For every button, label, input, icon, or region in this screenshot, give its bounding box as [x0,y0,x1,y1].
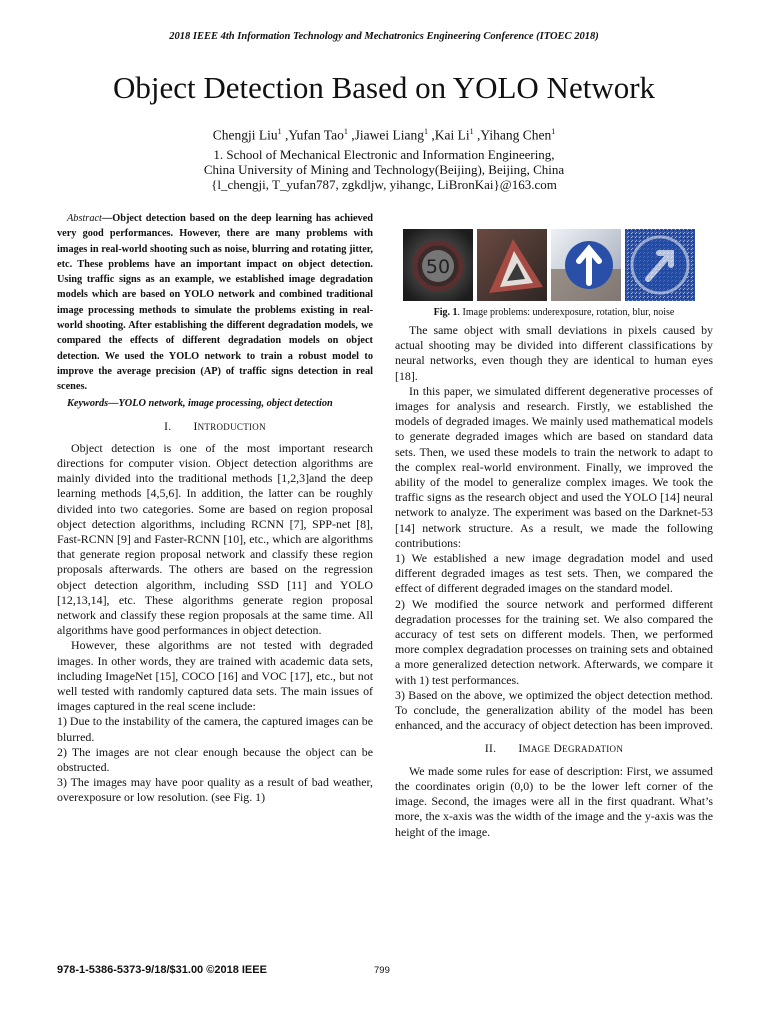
abstract-text: Object detection based on the deep learning has achieved very good performances. However, there are many problems with images in real-world shooting such as noise, blurring and rotating jitter, etc. These problems have an important impact on object detection. Using traffic signs as an example, we established image degradation models which are based on YOLO network and combined traditional image processing methods to simulate the problems existing in real-world shooting. After establishing the different degradation models, we compared the effects of different degradation models on object detection. We used the YOLO network to train a robust model to improve the average precision (AP) of traffic signs detection in real scenes. [57,213,373,393]
paragraph: The same object with small deviations in pixels caused by actual shooting may be divided into different classifications by neural networks, even though they are identical to human eyes [18]. [395,323,713,383]
keywords: Keywords—YOLO network, image processing, object detection [67,397,333,409]
figure-caption-text: . Image problems: underexposure, rotation, blur, noise [457,307,675,318]
paragraph: In this paper, we simulated different degenerative processes of images for analysis and research. Firstly, we established the models of degraded images. We mainly used mathematical models to generate degraded images which are based on standard data sets. Then, we used these models to train the network to adapt to the complex real-world environment. Finally, we improved the ability of the model to generalize complex images. We took the traffic signs as the research object and used the YOLO [14] neural network to analyze. The experiment was based on the Darknet-53 [14] network structure. As a result, we made the following contributions: [395,383,713,550]
noisy-arrow-sign-panel [625,229,695,301]
conference-header: 2018 IEEE 4th Information Technology and Mechatronics Engineering Conference (ITOEC 2018) [169,31,599,42]
list-item: 3) The images may have poor quality as a result of bad weather, overexposure or low resolution. (see Fig. 1) [57,775,373,805]
figure-1-panels [403,229,695,301]
author-name: Chengji Liu [212,127,278,143]
right-column [395,323,713,840]
section-heading-introduction [57,419,373,435]
author-name: Kai Li [434,127,470,143]
list-item: 1) Due to the instability of the camera, the captured images can be blurred. [57,714,373,744]
author-affiliation-mark: 1 [277,127,282,136]
figure-caption [395,307,713,318]
page-number: 799 [374,965,390,976]
section-number: II. [484,742,497,756]
section-number: I. [164,419,172,433]
speed-limit-sign-panel [403,229,473,301]
paragraph: However, these algorithms are not tested with degraded images. In other words, they are trained with academic data sets, including ImageNet [15], COCO [16] and VOC [17], etc., but not well tested with randomly captured data sets. The main issues of images captured in the real scene include: [57,638,373,714]
list-item: 3) Based on the above, we optimized the object detection method. To conclude, the generalization ability of the model has been enhanced, and the accuracy of object detection has been improved. [395,687,713,733]
sign-number: 50 [425,256,451,278]
author-affiliation-mark: 1 [343,127,348,136]
abstract-lead: Abstract [67,213,102,224]
section-title: IMAGE DEGRADATION [518,742,624,756]
paragraph: We made some rules for ease of description: First, we assumed the coordinates origin (0,0) to be the lower left corner of the image. Second, the images were all in the first quadrant. What’s more, the x-axis was the width of the image and the y-axis was the height of the image. [395,763,713,839]
blue-arrow-sign-panel [551,229,621,301]
abstract [57,211,373,395]
affiliation-line: 1. School of Mechanical Electronic and Information Engineering, [213,147,555,162]
abstract-dash: — [101,213,113,224]
author-affiliation-mark: 1 [469,127,474,136]
paragraph: Object detection is one of the most important research directions for computer vision. Object detection algorithms are mainly divided into the traditional methods [1,2,3]and the deep learning methods [4,5,6]. In addition, the latter can be roughly divided into two categories. Some are based on region proposal object detection algorithms, including RCNN [7], SPP-net [8], Fast-RCNN [9] and Faster-RCNN [10], etc., which are algorithms that generate region proposal network and classify these region proposals afterwards. The others are based on the regression object detection algorithm, including SSD [11] and YOLO [12,13,14], etc. These algorithms generate region proposal network and classify these region proposals at the same time. All algorithms have good performances in object detection. [57,440,373,638]
author-affiliation-mark: 1 [551,127,556,136]
figure-1 [403,229,695,301]
list-item: 2) We modified the source network and performed different degradation processes for the training set. We also compared the accuracy of test sets on different models. Then, we performed more complex degradation processes on training sets and obtained a more generalized detection network. Afterwards, we compare it with 1) test performances. [395,596,713,687]
author-name: Yihang Chen [480,127,552,143]
figure-label: Fig. 1 [433,307,458,318]
paper-title: Object Detection Based on YOLO Network [112,70,656,105]
copyright-notice: 978-1-5386-5373-9/18/$31.00 ©2018 IEEE [57,964,267,976]
section-title: INTRODUCTION [193,419,266,433]
affiliation [0,147,768,193]
list-item: 1) We established a new image degradation model and used different degraded images as test sets. Then, we compared the effect of different degraded images on the standard model. [395,551,713,596]
warning-triangle-panel [477,229,547,301]
affiliation-emails: {l_chengji, T_yufan787, zgkdljw, yihangc, LiBronKai}@163.com [211,177,557,193]
left-column [57,211,373,806]
author-affiliation-mark: 1 [423,127,428,136]
author-name: Yufan Tao [288,127,344,143]
author-list: Chengji Liu$^1$ ,Yufan Tao$^1$ ,Jiawei Liang$^1$ ,Kai Li$^1$ ,Yihang Chen$^1$ [212,127,556,143]
section-heading-image-degradation [395,741,713,757]
list-item: 2) The images are not clear enough because the object can be obstructed. [57,744,373,775]
affiliation-line: China University of Mining and Technology(Beijing), Beijing, China [203,162,565,178]
author-name: Jiawei Liang [354,127,424,143]
